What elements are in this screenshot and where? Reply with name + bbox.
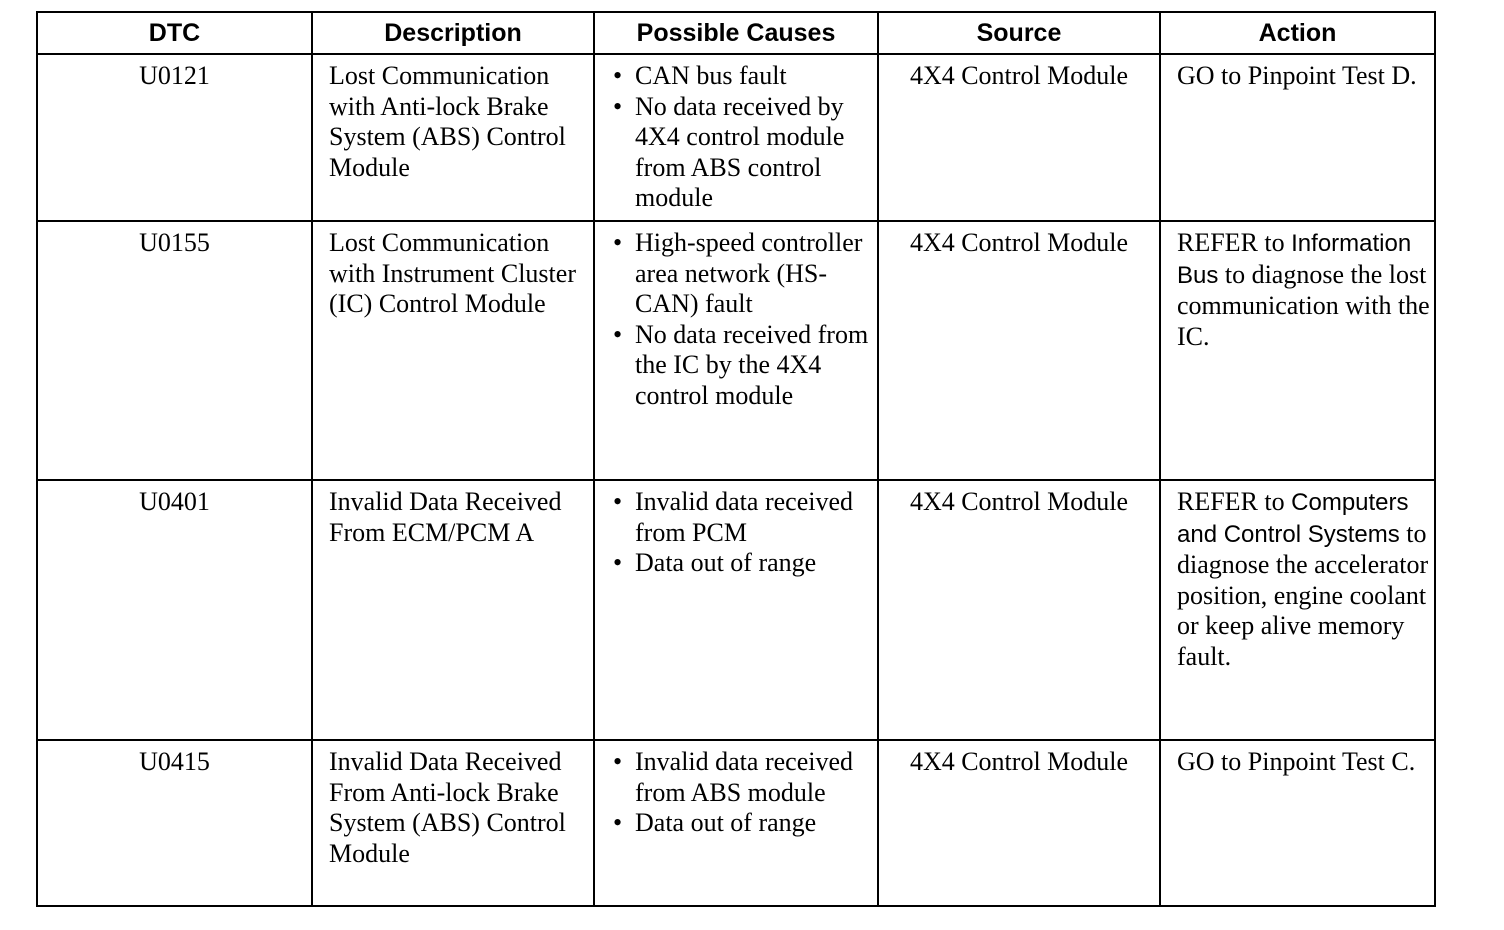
cause-item: • High-speed controller area network (HS-CAN) fault <box>613 228 863 318</box>
source-cell: 4X4 Control Module <box>878 221 1160 480</box>
description-cell: Invalid Data Received From ECM/PCM A <box>312 480 594 740</box>
bullet-icon: • <box>613 228 623 257</box>
source-cell: 4X4 Control Module <box>878 740 1160 906</box>
dtc-table <box>36 11 1436 907</box>
action-cell <box>1160 221 1435 480</box>
header-action: Action <box>1160 12 1435 54</box>
table-row <box>37 54 1435 221</box>
header-dtc: DTC <box>37 12 312 54</box>
source-cell: 4X4 Control Module <box>878 54 1160 221</box>
causes-list <box>611 61 877 214</box>
bullet-icon: • <box>613 487 623 516</box>
source-cell: 4X4 Control Module <box>878 480 1160 740</box>
header-description: Description <box>312 12 594 54</box>
action-cell <box>1160 740 1435 906</box>
dtc-code: U0121 <box>37 54 312 221</box>
causes-cell <box>594 480 878 740</box>
action-text: to diagnose the lost communication with the IC. <box>1177 259 1430 351</box>
bullet-icon: • <box>613 747 623 776</box>
header-source: Source <box>878 12 1160 54</box>
table-row <box>37 480 1435 740</box>
table-row <box>37 221 1435 480</box>
action-text: to diagnose the accelerator position, engine coolant or keep alive memory fault. <box>1177 518 1429 671</box>
cause-item: • Data out of range <box>613 548 817 577</box>
cause-item: • Invalid data received from ABS module <box>613 747 853 807</box>
bullet-icon: • <box>613 61 623 90</box>
bullet-icon: • <box>613 319 623 349</box>
bullet-icon: • <box>613 808 623 837</box>
description-cell: Invalid Data Received From Anti-lock Brake System (ABS) Control Module <box>312 740 594 906</box>
causes-list <box>611 747 877 839</box>
action-cell <box>1160 480 1435 740</box>
causes-cell <box>594 740 878 906</box>
action-cell <box>1160 54 1435 221</box>
causes-list <box>611 487 877 579</box>
information-bus-link[interactable]: Information Bus <box>1177 230 1412 289</box>
cause-item: • No data received by 4X4 control module from ABS control module <box>613 91 845 212</box>
cause-item: • Data out of range <box>613 808 817 837</box>
header-row <box>37 12 1435 54</box>
action-text: REFER to <box>1177 487 1292 516</box>
causes-cell <box>594 221 878 480</box>
cause-item: • Invalid data received from PCM <box>613 487 853 547</box>
bullet-icon: • <box>613 91 623 121</box>
causes-cell <box>594 54 878 221</box>
action-text: GO to Pinpoint Test C. <box>1177 747 1416 776</box>
cause-item: • CAN bus fault <box>613 61 787 90</box>
dtc-code: U0155 <box>37 221 312 480</box>
description-cell: Lost Communication with Anti-lock Brake System (ABS) Control Module <box>312 54 594 221</box>
computers-and-control-systems-link[interactable]: Computers and Control Systems <box>1177 489 1409 548</box>
cause-item: • No data received from the IC by the 4X4 control module <box>613 319 869 410</box>
dtc-code: U0415 <box>37 740 312 906</box>
action-text: REFER to <box>1177 228 1292 257</box>
action-text: GO to Pinpoint Test D. <box>1177 61 1417 90</box>
dtc-code: U0401 <box>37 480 312 740</box>
causes-list <box>611 228 877 411</box>
table-row <box>37 740 1435 906</box>
bullet-icon: • <box>613 548 623 577</box>
header-possible-causes: Possible Causes <box>594 12 878 54</box>
description-cell: Lost Communication with Instrument Cluster (IC) Control Module <box>312 221 594 480</box>
